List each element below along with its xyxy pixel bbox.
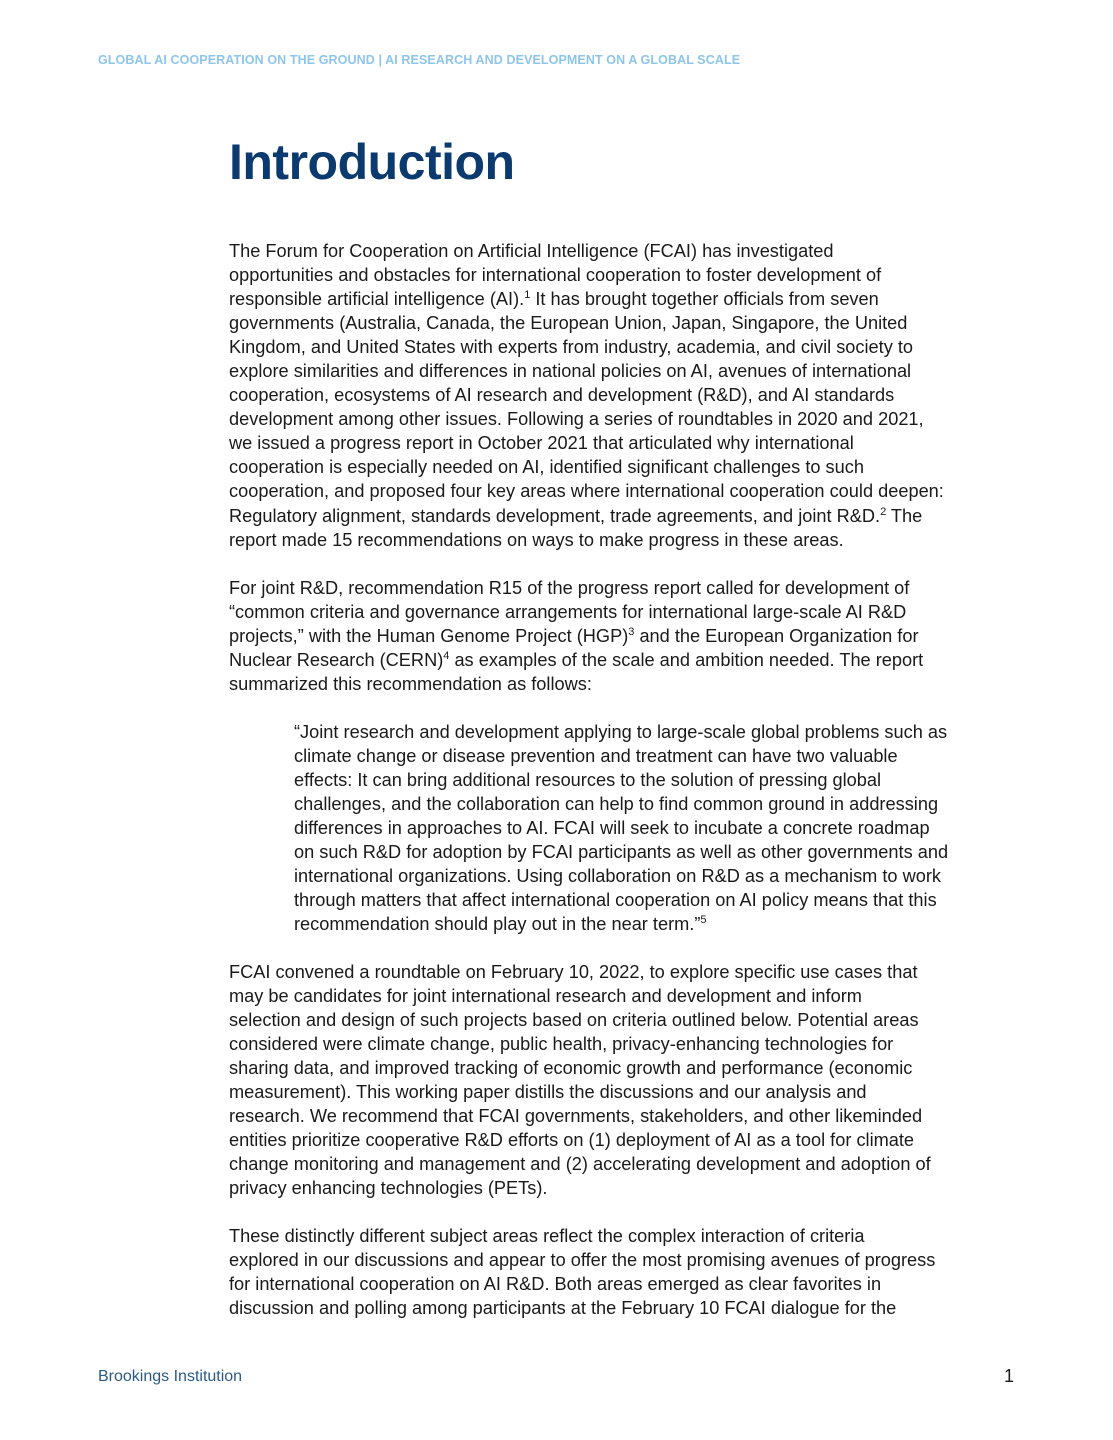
paragraph-joint-rd <box>229 576 1029 696</box>
text-run: climate change or disease prevention and treatment can have two valuable <box>294 746 898 767</box>
footnote-reference[interactable]: 2 <box>880 505 887 518</box>
text-line <box>229 1056 1029 1080</box>
text-run: effects: It can bring additional resources to the solution of pressing global <box>294 770 882 791</box>
text-run: Regulatory alignment, standards development, trade agreements, and joint R&D. <box>229 505 881 526</box>
text-run: recommendation should play out in the near term.” <box>294 914 701 935</box>
text-run: These distinctly different subject areas reflect the complex interaction of criteria <box>229 1226 865 1246</box>
text-line <box>229 672 1029 696</box>
text-run: cooperation is especially needed on AI, identified significant challenges to such <box>229 457 864 478</box>
paragraph-intro <box>229 239 1029 552</box>
text-line <box>229 576 1029 600</box>
text-run: as examples of the scale and ambition needed. The report <box>449 650 924 671</box>
text-run: measurement). This working paper distills the discussions and our analysis and <box>229 1082 867 1103</box>
text-run: sharing data, and improved tracking of economic growth and performance (economic <box>229 1058 913 1079</box>
text-run: governments (Australia, Canada, the European Union, Japan, Singapore, the United <box>229 313 908 334</box>
text-line <box>229 431 1029 455</box>
text-line <box>229 383 1029 407</box>
text-run: may be candidates for joint international research and development and inform <box>229 986 862 1007</box>
text-run: change monitoring and management and (2) accelerating development and adoption of <box>229 1154 931 1175</box>
text-line <box>294 840 1024 864</box>
text-run: for international cooperation on AI R&D. Both areas emerged as clear favorites in <box>229 1274 882 1295</box>
text-run: considered were climate change, public health, privacy-enhancing technologies for <box>229 1034 894 1055</box>
text-line <box>229 600 1029 624</box>
footnote-reference[interactable]: 4 <box>443 650 450 663</box>
text-line <box>229 504 1029 528</box>
text-run: entities prioritize cooperative R&D efforts on (1) deployment of AI as a tool for climate <box>229 1130 915 1151</box>
text-line <box>294 792 1024 816</box>
text-line <box>229 287 1029 311</box>
text-run: report made 15 recommendations on ways to make progress in these areas. <box>229 529 844 550</box>
text-line <box>229 1296 1029 1320</box>
text-run: Nuclear Research (CERN) <box>229 650 444 671</box>
text-line <box>229 1176 1029 1200</box>
text-run: “Joint research and development applying to large-scale global problems such as <box>294 722 948 742</box>
text-line <box>229 239 1029 263</box>
text-line <box>229 263 1029 287</box>
text-run: opportunities and obstacles for international cooperation to foster development of <box>229 265 882 286</box>
text-run: FCAI convened a roundtable on February 10, 2022, to explore specific use cases that <box>229 962 918 982</box>
text-line <box>229 1080 1029 1104</box>
text-run: explore similarities and differences in national policies on AI, avenues of international <box>229 361 912 382</box>
text-line <box>294 816 1024 840</box>
text-line <box>229 455 1029 479</box>
text-run: The Forum for Cooperation on Artificial Intelligence (FCAI) has investigated <box>229 241 834 261</box>
text-line <box>229 407 1029 431</box>
blockquote-recommendation <box>294 720 1024 936</box>
running-header: GLOBAL AI COOPERATION ON THE GROUND | AI RESEARCH AND DEVELOPMENT ON A GLOBAL SCALE <box>98 53 741 67</box>
text-line <box>229 1248 1029 1272</box>
text-line <box>294 864 1024 888</box>
text-run: differences in approaches to AI. FCAI will seek to incubate a concrete roadmap <box>294 818 930 839</box>
text-run: The <box>886 505 923 526</box>
page-title: Introduction <box>229 134 515 190</box>
text-line <box>229 1008 1029 1032</box>
text-run: through matters that affect international cooperation on AI policy means that this <box>294 890 937 911</box>
text-line <box>294 720 1024 744</box>
text-line <box>229 1128 1029 1152</box>
text-line <box>294 768 1024 792</box>
text-line <box>229 1104 1029 1128</box>
text-run: projects,” with the Human Genome Project (HGP) <box>229 626 629 647</box>
text-line <box>229 528 1029 552</box>
text-line <box>229 960 1029 984</box>
text-line <box>229 479 1029 503</box>
text-line <box>229 1032 1029 1056</box>
text-line <box>294 912 1024 936</box>
text-run: responsible artificial intelligence (AI). <box>229 289 525 310</box>
text-run: discussion and polling among participants at the February 10 FCAI dialogue for the <box>229 1298 897 1319</box>
text-run: challenges, and the collaboration can help to find common ground in addressing <box>294 794 939 815</box>
text-run: “common criteria and governance arrangements for international large-scale AI R&D <box>229 602 907 623</box>
text-line <box>229 648 1029 672</box>
text-run: and the European Organization for <box>634 626 919 647</box>
text-line <box>229 1224 1029 1248</box>
text-run: international organizations. Using collaboration on R&D as a mechanism to work <box>294 866 941 887</box>
text-run: cooperation, and proposed four key areas where international cooperation could deepen: <box>229 481 944 502</box>
text-line <box>229 984 1029 1008</box>
footnote-reference[interactable]: 3 <box>628 626 635 639</box>
paragraph-subject-areas <box>229 1224 1029 1320</box>
text-line <box>229 1152 1029 1176</box>
text-line <box>229 359 1029 383</box>
text-line <box>229 624 1029 648</box>
text-line <box>229 335 1029 359</box>
footer-publisher: Brookings Institution <box>98 1368 243 1385</box>
text-run: Kingdom, and United States with experts from industry, academia, and civil society to <box>229 337 914 358</box>
footnote-reference[interactable]: 5 <box>700 914 707 927</box>
footnote-reference[interactable]: 1 <box>524 289 531 302</box>
text-run: research. We recommend that FCAI governments, stakeholders, and other likeminded <box>229 1106 923 1127</box>
text-run: we issued a progress report in October 2021 that articulated why international <box>229 433 854 454</box>
text-run: summarized this recommendation as follows: <box>229 674 592 695</box>
text-run: selection and design of such projects based on criteria outlined below. Potential areas <box>229 1010 919 1031</box>
text-run: cooperation, ecosystems of AI research and development (R&D), and AI standards <box>229 385 895 406</box>
text-run: on such R&D for adoption by FCAI participants as well as other governments and <box>294 842 949 863</box>
text-line <box>294 888 1024 912</box>
text-run: It has brought together officials from seven <box>530 289 879 310</box>
text-run: explored in our discussions and appear to offer the most promising avenues of progress <box>229 1250 936 1271</box>
text-line <box>229 1272 1029 1296</box>
page-number: 1 <box>1003 1366 1014 1386</box>
text-line <box>294 744 1024 768</box>
text-run: For joint R&D, recommendation R15 of the progress report called for development of <box>229 578 910 598</box>
text-run: development among other issues. Following a series of roundtables in 2020 and 2021, <box>229 409 924 430</box>
text-run: privacy enhancing technologies (PETs). <box>229 1178 548 1199</box>
paragraph-roundtable <box>229 960 1029 1200</box>
text-line <box>229 311 1029 335</box>
